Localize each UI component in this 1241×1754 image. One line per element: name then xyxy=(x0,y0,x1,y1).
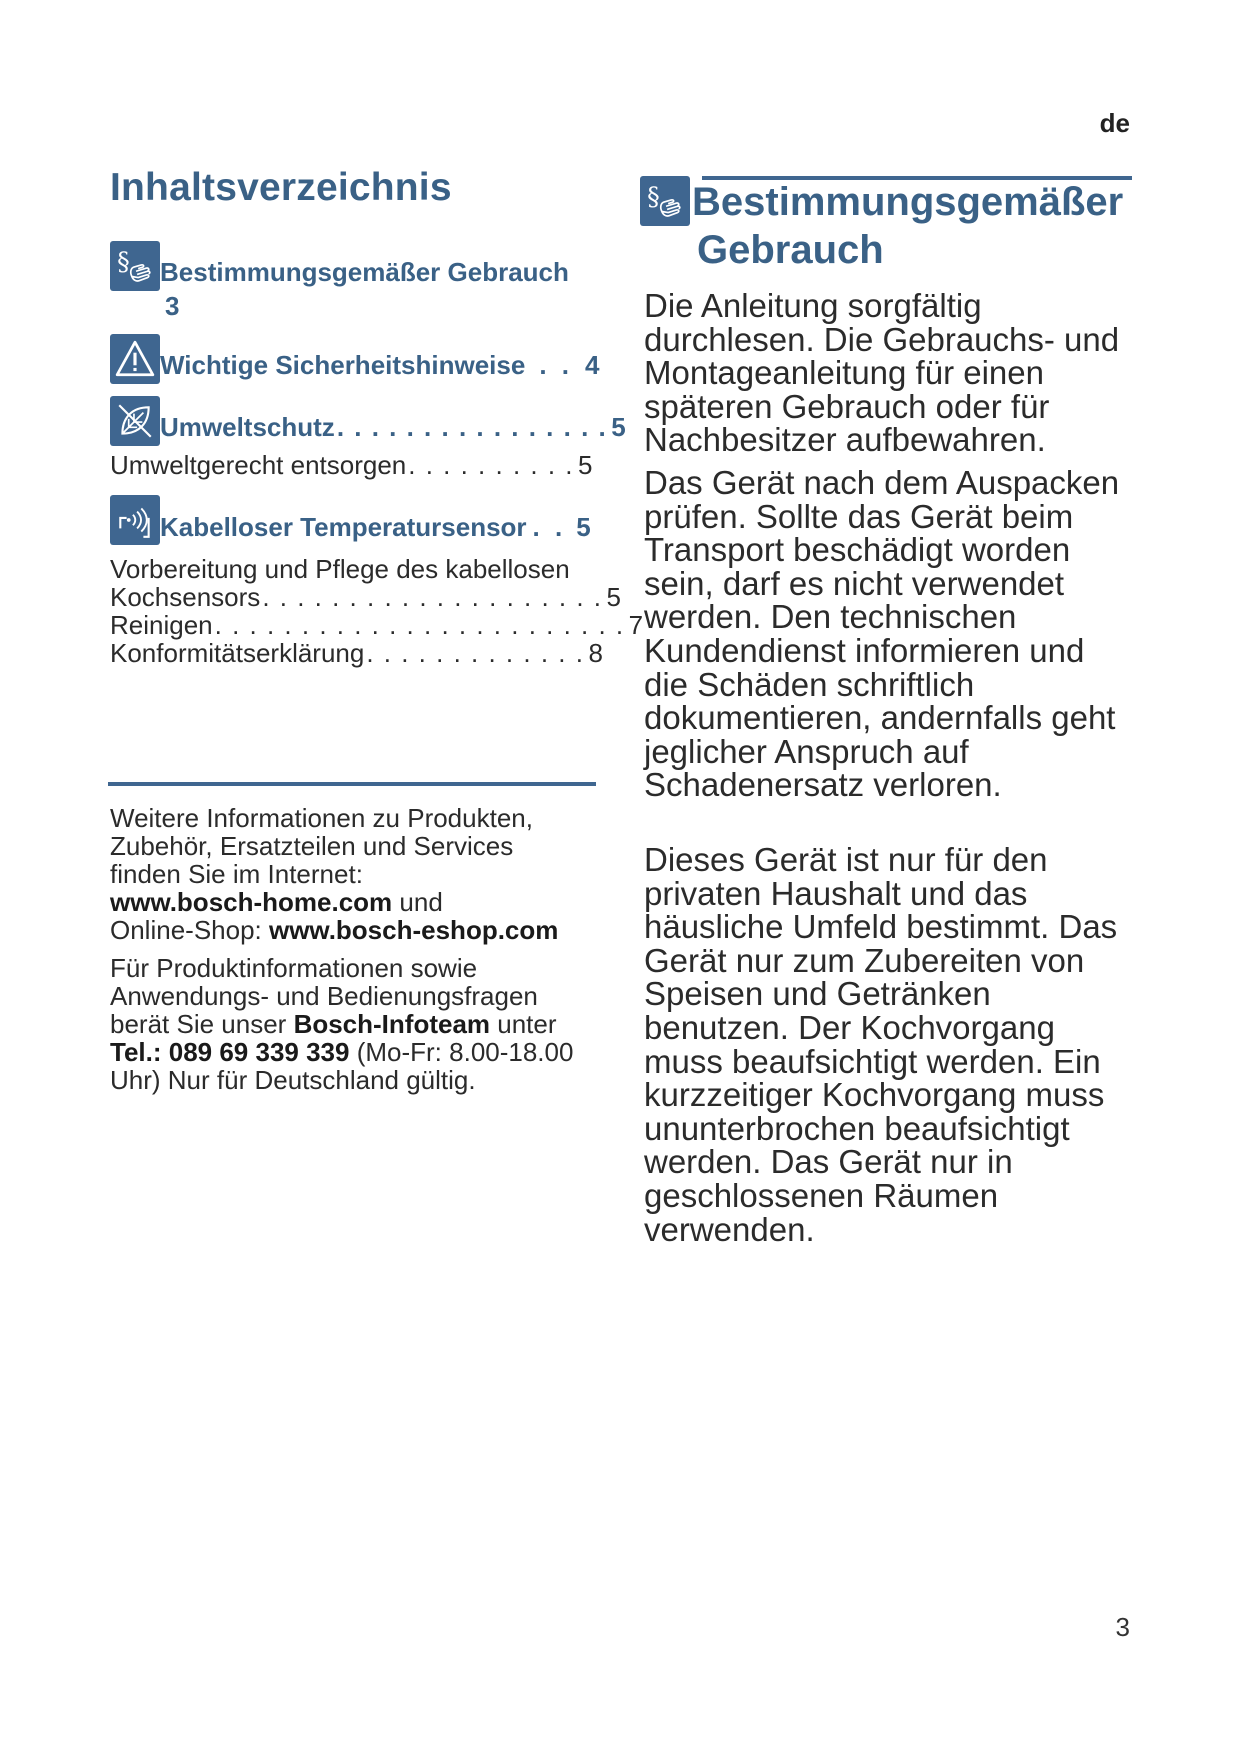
info-text: berät Sie unser xyxy=(110,1009,294,1039)
section-title: Bestimmungsgemäßer xyxy=(692,180,1124,224)
toc-subentry[interactable] xyxy=(110,582,622,613)
toc-section-title: Umweltschutz xyxy=(160,412,335,442)
website-link[interactable]: www.bosch-home.com xyxy=(110,887,393,917)
toc-subentry-page: 7 xyxy=(628,610,644,640)
toc-subentry-label: Reinigen xyxy=(110,610,213,640)
warning-triangle-icon xyxy=(110,334,160,384)
toc-entry-environment[interactable] xyxy=(160,412,626,443)
toc-dots: . . . . . . . . . . . . . xyxy=(366,638,585,668)
toc-entry-safety[interactable] xyxy=(160,350,600,381)
info-line: Anwendungs- und Bedienungsfragen xyxy=(110,981,538,1011)
toc-dots: . . xyxy=(532,512,567,542)
infoteam-name: Bosch-Infoteam xyxy=(293,1009,491,1039)
paragraph-hand-icon xyxy=(110,241,160,291)
info-text: unter xyxy=(490,1009,557,1039)
toc-dots: . . . . . . . . . . . . . . . . xyxy=(336,412,608,442)
toc-title: Inhaltsverzeichnis xyxy=(110,166,452,209)
body-paragraph: Das Gerät nach dem Auspacken prüfen. Sollte das Gerät beim Transport beschädigt worden sein, darf es nicht verwendet werden. Den technischen Kundendienst informieren und die Schäden schriftlich dokumentieren, andernfalls geht jeglicher Anspruch auf Schadenersatz verloren. xyxy=(644,464,1120,804)
leaf-icon xyxy=(110,396,160,446)
info-line: Für Produktinformationen sowie xyxy=(110,953,478,983)
toc-subentry-page: 5 xyxy=(578,450,593,480)
info-line xyxy=(110,888,610,916)
toc-subentry[interactable] xyxy=(110,638,603,669)
info-paragraph xyxy=(110,804,610,944)
toc-subentry-label: Vorbereitung und Pflege des kabellosen xyxy=(110,554,570,584)
toc-subentry[interactable] xyxy=(110,450,593,481)
info-line xyxy=(110,1010,610,1038)
svg-text:§: § xyxy=(117,247,130,277)
info-text: (Mo-Fr: 8.00-18.00 xyxy=(349,1037,574,1067)
wireless-sensor-icon xyxy=(110,495,160,545)
phone-number[interactable]: Tel.: 089 69 339 339 xyxy=(110,1037,350,1067)
toc-section-page: 5 xyxy=(611,412,626,442)
toc-subentry-page: 8 xyxy=(588,638,603,668)
info-paragraph xyxy=(110,954,610,1094)
toc-dots: . . . . . . . . . . . . . . . . . . . . xyxy=(262,582,603,612)
toc-subentry-label: Umweltgerecht entsorgen xyxy=(110,450,407,480)
divider xyxy=(108,782,596,786)
shop-link[interactable]: www.bosch-eshop.com xyxy=(268,915,559,945)
section-title: Gebrauch xyxy=(697,228,884,272)
info-text: Online-Shop: xyxy=(110,915,269,945)
toc-section-title[interactable]: Bestimmungsgemäßer Gebrauch xyxy=(160,257,569,287)
toc-dots: . . . . . . . . . . . . . . . . . . . . . . . . xyxy=(214,610,625,640)
svg-text:§: § xyxy=(647,182,660,212)
toc-dots: . . xyxy=(539,350,573,380)
info-line: Uhr) Nur für Deutschland gültig. xyxy=(110,1065,476,1095)
toc-section-title: Wichtige Sicherheitshinweise xyxy=(160,350,526,380)
toc-subentry[interactable] xyxy=(110,554,582,585)
toc-subentry-page: 5 xyxy=(606,582,622,612)
toc-section-page: 5 xyxy=(576,512,591,542)
toc-subentry-label: Kochsensors xyxy=(110,582,261,612)
info-line: Zubehör, Ersatzteilen und Services xyxy=(110,831,514,861)
info-line xyxy=(110,916,610,944)
page-number: 3 xyxy=(1115,1612,1130,1642)
info-line: finden Sie im Internet: xyxy=(110,859,363,889)
toc-dots: . . . . . . . . . . xyxy=(408,450,575,480)
toc-subentry-label: Konformitätserklärung xyxy=(110,638,365,668)
toc-section-page: 3 xyxy=(165,291,180,321)
body-paragraph: Dieses Gerät ist nur für den privaten Haushalt und das häusliche Umfeld bestimmt. Das Gerät nur zum Zubereiten von Speisen und Getränken benutzen. Der Kochvorgang muss beaufsichtigt werden. Ein kurzzeitiger Kochvorgang muss ununterbrochen beaufsichtigt werden. Das Gerät nur in geschlossenen Räumen verwenden. xyxy=(644,841,1118,1248)
toc-section-title: Kabelloser Temperatursensor xyxy=(160,512,527,542)
body-paragraph: Die Anleitung sorgfältig durchlesen. Die Gebrauchs- und Montageanleitung für einen späteren Gebrauch oder für Nachbesitzer aufbewahren. xyxy=(644,287,1120,459)
language-code: de xyxy=(1099,108,1130,138)
toc-subentry[interactable] xyxy=(110,610,644,641)
info-line: Weitere Informationen zu Produkten, xyxy=(110,803,533,833)
paragraph-hand-icon xyxy=(640,176,690,226)
toc-section-page: 4 xyxy=(584,350,600,380)
info-line xyxy=(110,1038,610,1066)
toc-entry-sensor[interactable] xyxy=(160,512,591,543)
info-text: und xyxy=(392,887,443,917)
